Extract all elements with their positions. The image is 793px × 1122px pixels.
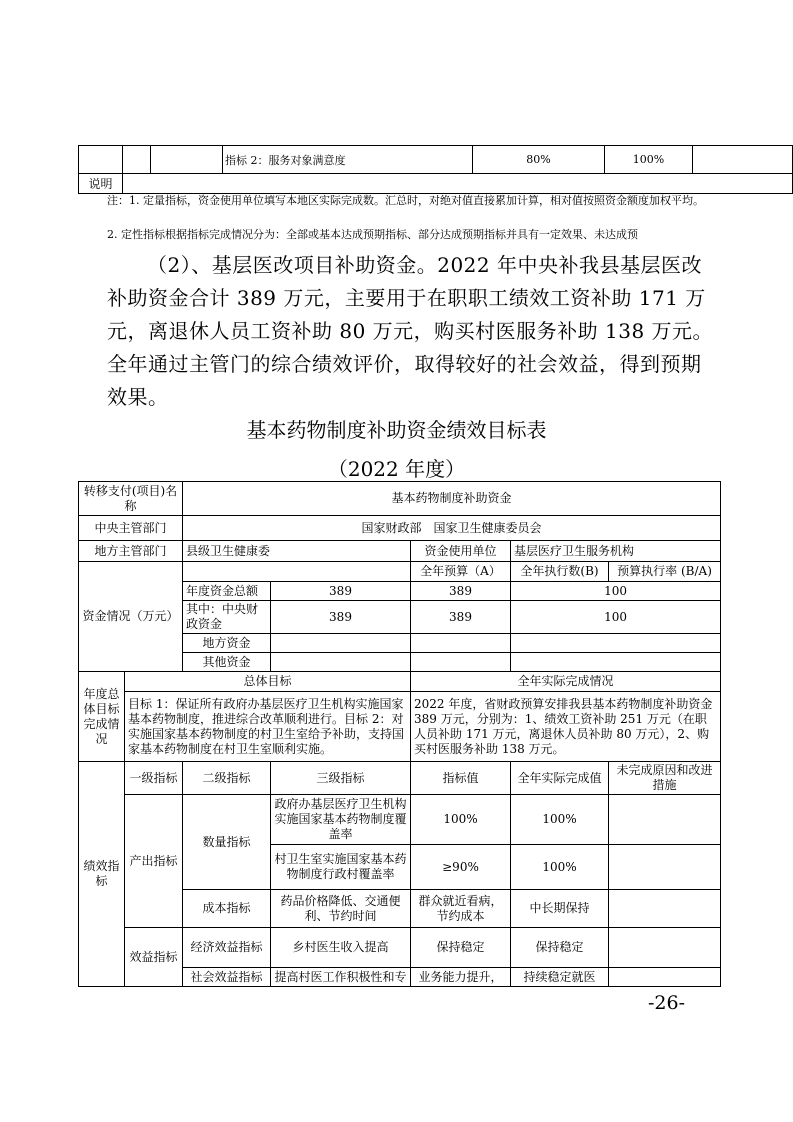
col-exec-header: 全年执行数(B): [511, 562, 609, 582]
satisfaction-table: [78, 145, 793, 194]
note-line-2: 2. 定性指标根据指标完成情况分为：全部或基本达成预期指标、部分达成预期指标并具有一定效果、未达成预: [107, 228, 638, 241]
actual-completion-header: 全年实际完成情况: [411, 672, 721, 692]
perf-indicator-label: 绩效指标: [79, 762, 125, 987]
central-dept-value: 国家财政部 国家卫生健康委员会: [183, 516, 721, 541]
indicator-name: 乡村医生收入提高: [271, 928, 411, 968]
indicator-actual: 保持稳定: [511, 928, 609, 968]
fund-row-b: 389: [411, 601, 511, 634]
fund-row-a: [271, 653, 411, 672]
col-budget-header: 全年预算（A）: [411, 562, 511, 582]
table-row: [79, 562, 721, 582]
table-subtitle: （2022 年度）: [327, 457, 466, 481]
project-value: 基本药物制度补助资金: [183, 482, 721, 516]
output-indicator-label: 产出指标: [125, 795, 183, 928]
fund-unit-value: 基层医疗卫生服务机构: [511, 541, 721, 562]
table-row: [79, 174, 793, 194]
fund-row-rate: 100: [511, 582, 721, 601]
reason-header: 未完成原因和改进措施: [609, 762, 721, 795]
table-title: 基本药物制度补助资金绩效目标表: [246, 418, 547, 442]
indicator-value: 群众就近看病，节约成本: [411, 890, 511, 928]
indicator-name: 药品价格降低、交通便利、节约时间: [271, 890, 411, 928]
fund-row-b: [411, 653, 511, 672]
actual-text: 2022 年度，省财政预算安排我县基本药物制度补助资金 389 万元，分别为：1、绩效工资补助 251 万元（在职人员补助 171 万元，离退休人员补助 80 万元），2、购买村医服务补助 138 万元。: [411, 692, 721, 762]
fund-row-rate: 100: [511, 601, 721, 634]
indicator-value: ≥90%: [411, 845, 511, 890]
table-row: [79, 928, 721, 968]
page-number: -26-: [648, 992, 686, 1014]
fund-unit-label: 资金使用单位: [411, 541, 511, 562]
fund-row-label: 其中：中央财政资金: [183, 601, 271, 634]
fund-row-label: 年度资金总额: [183, 582, 271, 601]
indicator-value: 100%: [411, 795, 511, 845]
level3-header: 三级指标: [271, 762, 411, 795]
local-dept-value: 县级卫生健康委: [183, 541, 411, 562]
table-row: [79, 516, 721, 541]
fund-label: 资金情况（万元）: [79, 562, 183, 672]
indicator-actual: 持续稳定就医: [511, 968, 609, 987]
note-line-1: 注：1. 定量指标，资金使用单位填写本地区实际完成数。汇总时，对绝对值直接累加计算，相对值按照资金额度加权平均。: [107, 194, 704, 207]
project-label: 转移支付(项目)名称: [79, 482, 183, 516]
explain-label: 说明: [79, 174, 123, 194]
fund-row-a: 389: [271, 582, 411, 601]
indicator-actual: 中长期保持: [511, 890, 609, 928]
level1-header: 一级指标: [125, 762, 183, 795]
indicator-actual: 100%: [511, 845, 609, 890]
table-row: [79, 692, 721, 762]
fund-row-rate: [511, 634, 721, 653]
social-indicator-label: 社会效益指标: [183, 968, 271, 987]
indicator-name-cell: 指标 2：服务对象满意度: [223, 146, 473, 174]
cost-indicator-label: 成本指标: [183, 890, 271, 928]
table-row: [79, 672, 721, 692]
fund-row-a: 389: [271, 601, 411, 634]
indicator-value: 业务能力提升，: [411, 968, 511, 987]
fund-row-b: 389: [411, 582, 511, 601]
actual-value-cell: 100%: [605, 146, 693, 174]
actual-header: 全年实际完成值: [511, 762, 609, 795]
indicator-name: 村卫生室实施国家基本药物制度行政村覆盖率: [271, 845, 411, 890]
fund-row-label: 地方资金: [183, 634, 271, 653]
fund-row-rate: [511, 653, 721, 672]
fund-row-a: [271, 634, 411, 653]
indicator-value: 保持稳定: [411, 928, 511, 968]
benefit-indicator-label: 效益指标: [125, 928, 183, 987]
central-dept-label: 中央主管部门: [79, 516, 183, 541]
economic-indicator-label: 经济效益指标: [183, 928, 271, 968]
overall-goal-header: 总体目标: [125, 672, 411, 692]
fund-row-b: [411, 634, 511, 653]
performance-target-table: [78, 481, 721, 987]
body-paragraph: （2）、基层医改项目补助资金。2022 年中央补我县基层医改补助资金合计 389 万元，主要用于在职职工绩效工资补助 171 万元，离退休人员工资补助 80 万元，购买村医服务补助 138 万元。全年通过主管门的综合绩效评价，取得较好的社会效益，得到预期效果。: [107, 253, 714, 409]
goal-text: 目标 1：保证所有政府办基层医疗卫生机构实施国家基本药物制度，推进综合改革顺利进行。目标 2：对实施国家基本药物制度的村卫生室给予补助，支持国家基本药物制度在村卫生室顺利实施。: [125, 692, 411, 762]
value-header: 指标值: [411, 762, 511, 795]
table-row: [79, 541, 721, 562]
indicator-actual: 100%: [511, 795, 609, 845]
local-dept-label: 地方主管部门: [79, 541, 183, 562]
table-row: [79, 795, 721, 845]
indicator-name: 提高村医工作积极性和专: [271, 968, 411, 987]
fund-row-label: 其他资金: [183, 653, 271, 672]
indicator-name: 政府办基层医疗卫生机构实施国家基本药物制度覆盖率: [271, 795, 411, 845]
level2-header: 二级指标: [183, 762, 271, 795]
annual-goal-label: 年度总体目标完成情况: [79, 672, 125, 762]
table-row: [79, 762, 721, 795]
table-row: [79, 146, 793, 174]
target-value-cell: 80%: [473, 146, 605, 174]
col-rate-header: 预算执行率 (B/A): [609, 562, 721, 582]
quantity-indicator-label: 数量指标: [183, 795, 271, 890]
table-row: [79, 482, 721, 516]
